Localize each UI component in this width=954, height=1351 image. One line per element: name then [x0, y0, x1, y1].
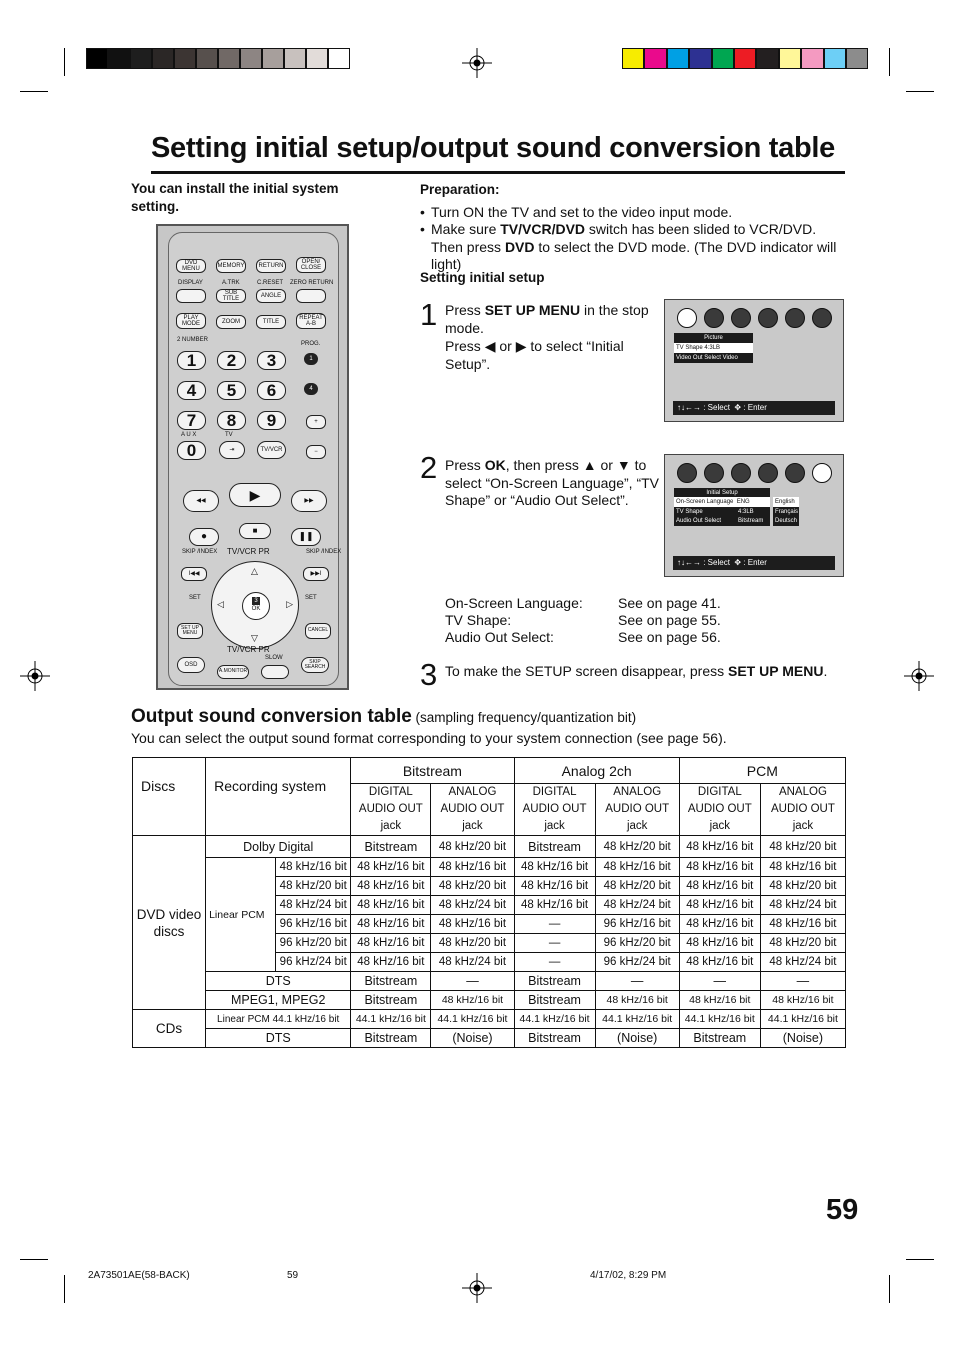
recording-cell: Dolby Digital [206, 836, 351, 858]
table-cell: 96 kHz/24 bit [595, 953, 679, 972]
digital-jack-header: DIGITAL AUDIO OUT jack [351, 784, 431, 836]
table-cell: 48 kHz/24 bit [760, 896, 845, 915]
registration-target-icon [462, 48, 492, 78]
enter-hint: : Enter [743, 403, 767, 412]
select-hint: : Select [703, 558, 730, 567]
step-3-text [445, 663, 850, 681]
number-3-button[interactable]: 3 [257, 351, 286, 370]
display-label: DISPLAY [178, 280, 203, 286]
creset-label: C.RESET [257, 280, 284, 286]
step-text: to select “Initial Setup”. [445, 338, 624, 372]
recording-cell: DTS [206, 972, 351, 991]
gray-swatch [328, 48, 350, 69]
gray-swatch [152, 48, 174, 69]
screen-header: Picture [674, 333, 753, 343]
intro-left-text: You can install the initial system setting. [131, 181, 339, 214]
section-heading [131, 706, 636, 728]
language-option: Deutsch [775, 518, 798, 524]
table-cell: 48 kHz/16 bit [514, 896, 595, 915]
table-cell: Bitstream [351, 991, 431, 1010]
table-row [133, 1010, 846, 1029]
step-text: , then press [505, 457, 583, 473]
table-cell: 48 kHz/16 bit [679, 953, 760, 972]
row-value: 4:3LB [738, 509, 754, 515]
language-option: English [773, 497, 799, 507]
color-swatch [667, 48, 689, 69]
gray-swatch [130, 48, 152, 69]
reference-row [445, 629, 721, 646]
three-label: 3 [252, 597, 260, 605]
screen-row: TV Shape 4:3LB [674, 343, 753, 353]
pause-button[interactable]: ❚❚ [291, 528, 321, 546]
table-cell: (Noise) [595, 1029, 679, 1048]
table-row [133, 972, 846, 991]
switch-name: TV/VCR/DVD [500, 221, 586, 237]
recording-cell: 48 kHz/20 bit [276, 877, 351, 896]
number-8-button[interactable]: 8 [217, 411, 246, 430]
fast-forward-button[interactable]: ▶▶ [291, 490, 327, 512]
volume-down-button[interactable]: − [306, 445, 326, 459]
gray-swatch [262, 48, 284, 69]
table-row [133, 991, 846, 1010]
ok-button[interactable] [242, 592, 270, 620]
digital-jack-header: DIGITAL AUDIO OUT jack [514, 784, 595, 836]
table-cell: 48 kHz/16 bit [679, 896, 760, 915]
table-row [133, 1029, 846, 1048]
stop-button[interactable]: ■ [239, 523, 271, 539]
step-text: To make the SETUP screen disappear, press [445, 663, 728, 679]
reference-item: On-Screen Language: [445, 595, 583, 611]
table-cell: 96 kHz/16 bit [595, 915, 679, 934]
screen-header: Initial Setup [674, 488, 770, 498]
table-cell: 44.1 kHz/16 bit [514, 1010, 595, 1029]
color-swatch [756, 48, 778, 69]
menu-icon [785, 308, 805, 328]
screen-status-bar: ↑↓←→ : Select ✥ : Enter [673, 401, 835, 415]
sub-title-button[interactable]: SUB TITLE [216, 289, 246, 303]
remote-body [168, 232, 342, 686]
section-title: Output sound conversion table [131, 706, 412, 727]
dvd-menu-button[interactable]: DVD MENU [176, 259, 206, 273]
linear-pcm-label: Linear PCM [206, 858, 276, 972]
reference-list [445, 595, 721, 646]
prog-up-button[interactable]: 1 [304, 353, 318, 365]
gray-swatch [218, 48, 240, 69]
step-1-text [445, 302, 660, 337]
row-label: Audio Out Select [676, 518, 722, 524]
table-row [133, 858, 846, 877]
step-text: or [596, 457, 617, 473]
bullet-text: to select the DVD mode. (The DVD indicator will light) [431, 238, 837, 272]
section-note: (sampling frequency/quantization bit) [411, 710, 637, 725]
row-value: ENG [736, 499, 750, 505]
language-option: Français [775, 509, 799, 515]
table-cell: 48 kHz/16 bit [351, 896, 431, 915]
table-cell: Bitstream [679, 1029, 760, 1048]
page-number: 59 [826, 1194, 859, 1226]
bullet-icon: • [420, 204, 425, 220]
prog-label: PROG. [301, 341, 321, 347]
gray-swatch [196, 48, 218, 69]
number-0-button[interactable]: 0 [177, 441, 206, 460]
table-cell: — [679, 972, 760, 991]
set-minus-label: SET [189, 595, 201, 601]
color-swatch [846, 48, 868, 69]
table-cell: 48 kHz/16 bit [679, 934, 760, 953]
reference-item: TV Shape: [445, 612, 512, 628]
right-triangle-icon: ▶ [515, 338, 527, 354]
table-cell: — [514, 915, 595, 934]
step-1-text-2 [445, 338, 660, 373]
reference-page: See on page 41. [618, 595, 721, 611]
gray-swatch [86, 48, 108, 69]
table-cell: 48 kHz/20 bit [760, 934, 845, 953]
recording-cell: 96 kHz/24 bit [276, 953, 351, 972]
atrk-label: A.TRK [222, 280, 240, 286]
recording-cell: 48 kHz/16 bit [276, 858, 351, 877]
reference-page: See on page 56. [618, 629, 721, 645]
table-cell: 48 kHz/16 bit [679, 836, 760, 858]
recording-cell: 96 kHz/16 bit [276, 915, 351, 934]
input-select-button[interactable]: ⇥ [219, 441, 245, 459]
remote-control-illustration [156, 224, 349, 690]
table-cell: 48 kHz/16 bit [351, 877, 431, 896]
registration-target-icon [462, 1273, 492, 1303]
menu-icon [677, 463, 697, 483]
recording-cell: 96 kHz/20 bit [276, 934, 351, 953]
table-cell: 44.1 kHz/16 bit [595, 1010, 679, 1029]
table-cell: 48 kHz/16 bit [760, 858, 845, 877]
skip-forward-button[interactable]: ▶▶I [303, 567, 329, 581]
table-cell: 48 kHz/16 bit [760, 915, 845, 934]
table-cell: 48 kHz/20 bit [760, 836, 845, 858]
table-cell: 48 kHz/20 bit [760, 877, 845, 896]
color-swatch [734, 48, 756, 69]
table-cell: 48 kHz/16 bit [760, 991, 845, 1010]
table-cell: Bitstream [514, 972, 595, 991]
table-cell: 48 kHz/16 bit [679, 991, 760, 1010]
table-cell: 96 kHz/20 bit [595, 934, 679, 953]
preparation-heading: Preparation: [420, 182, 500, 197]
table-cell: 48 kHz/20 bit [595, 877, 679, 896]
skip-search-button[interactable]: SKIP SEARCH [301, 657, 329, 673]
menu-icon [812, 308, 832, 328]
menu-icon [704, 463, 724, 483]
left-triangle-icon: ◀ [484, 338, 496, 354]
menu-icon [731, 463, 751, 483]
table-cell: 48 kHz/24 bit [431, 953, 514, 972]
select-hint: : Select [703, 403, 730, 412]
dvd-key-name: DVD [504, 238, 535, 255]
skip-index-right-label: SKIP /INDEX [306, 549, 342, 555]
cancel-button[interactable]: CANCEL [305, 623, 331, 639]
reference-page: See on page 55. [618, 612, 721, 628]
menu-icon [758, 308, 778, 328]
table-cell: Bitstream [351, 1029, 431, 1048]
repeat-ab-button[interactable]: REPEAT A-B [296, 313, 326, 329]
reference-row [445, 612, 721, 629]
angle-button[interactable]: ANGLE [256, 289, 286, 303]
return-button[interactable]: RETURN [256, 259, 286, 273]
table-cell: (Noise) [760, 1029, 845, 1048]
rewind-button[interactable]: ◀◀ [183, 490, 219, 512]
reference-row [445, 595, 721, 612]
table-cell: 48 kHz/16 bit [679, 877, 760, 896]
table-cell: 48 kHz/16 bit [595, 991, 679, 1010]
color-swatch [622, 48, 644, 69]
dvd-video-discs-label: DVD video discs [133, 836, 206, 1010]
navigation-ring[interactable] [211, 561, 299, 649]
analog-jack-header: ANALOG AUDIO OUT jack [595, 784, 679, 836]
title-underline [151, 171, 845, 174]
output-sound-conversion-table [132, 757, 846, 1048]
recording-cell: 48 kHz/24 bit [276, 896, 351, 915]
table-cell: Bitstream [351, 972, 431, 991]
down-triangle-icon: ▼ [616, 457, 631, 473]
screen-row [674, 516, 770, 526]
color-swatch [824, 48, 846, 69]
table-cell: Bitstream [514, 1029, 595, 1048]
zoom-button[interactable]: ZOOM [216, 315, 246, 329]
set-plus-label: SET [305, 595, 317, 601]
bullet-text: Make sure [431, 221, 501, 237]
table-cell: 48 kHz/24 bit [431, 896, 514, 915]
page-title: Setting initial setup/output sound conversion table [151, 132, 835, 164]
analog-jack-header: ANALOG AUDIO OUT jack [431, 784, 514, 836]
step-text: to select “On-Screen Language”, “TV Shape” or “Audio Out Select”. [445, 457, 659, 508]
play-mode-button[interactable]: PLAY MODE [176, 313, 206, 329]
table-cell: — [760, 972, 845, 991]
key-name: OK [484, 457, 506, 473]
reference-item: Audio Out Select: [445, 629, 554, 645]
number-7-button[interactable]: 7 [177, 411, 206, 430]
step-text: or [495, 338, 516, 354]
table-cell: 48 kHz/16 bit [351, 953, 431, 972]
bullet-text: switch has been slided to VCR/DVD. Then press [431, 221, 817, 255]
setup-screen-initial [664, 454, 844, 577]
menu-icon [785, 463, 805, 483]
color-swatch [689, 48, 711, 69]
record-button[interactable]: ● [189, 528, 219, 546]
left-arrow-icon: ◁ [217, 599, 224, 609]
footer-file: 2A73501AE(58-BACK) [88, 1270, 190, 1281]
preparation-bullet-1 [420, 204, 845, 222]
step-text: Press [445, 457, 485, 473]
row-label: On-Screen Language [676, 499, 734, 505]
gray-swatch [284, 48, 306, 69]
table-cell: 48 kHz/20 bit [431, 877, 514, 896]
table-cell: Bitstream [351, 836, 431, 858]
table-cell: 48 kHz/16 bit [431, 858, 514, 877]
section-description: You can select the output sound format corresponding to your system connection (see page 56). [131, 730, 727, 746]
menu-icon [677, 308, 697, 328]
number-6-button[interactable]: 6 [257, 381, 286, 400]
table-cell: — [514, 934, 595, 953]
table-cell: 48 kHz/16 bit [514, 877, 595, 896]
table-cell: — [595, 972, 679, 991]
screen-row [674, 497, 770, 507]
number-1-button[interactable]: 1 [177, 351, 206, 370]
tvvcr-pr-bottom-label: TV/VCR PR [227, 645, 270, 654]
step-3-number: 3 [420, 657, 438, 692]
recording-cell: DTS [206, 1029, 351, 1048]
footer-page: 59 [287, 1270, 299, 1281]
down-arrow-icon: ▽ [251, 633, 258, 643]
footer-date: 4/17/02, 8:29 PM [590, 1270, 667, 1281]
key-name: SET UP MENU [728, 663, 824, 679]
color-swatch [779, 48, 801, 69]
gray-swatch [174, 48, 196, 69]
a-monitor-button[interactable]: A.MONITOR [217, 665, 249, 679]
step-1-number: 1 [420, 297, 438, 332]
setup-heading: Setting initial setup [420, 270, 545, 285]
tvvcr-pr-top-label: TV/VCR PR [227, 547, 270, 556]
table-cell: 44.1 kHz/16 bit [351, 1010, 431, 1029]
slow-button[interactable] [261, 665, 289, 679]
gray-swatch [240, 48, 262, 69]
skip-back-button[interactable]: I◀◀ [181, 567, 207, 581]
step-2-text [445, 457, 660, 510]
table-cell: 48 kHz/16 bit [679, 915, 760, 934]
preparation-bullet-2 [420, 221, 845, 274]
color-swatch [801, 48, 823, 69]
bullet-text: Turn ON the TV and set to the video input mode. [431, 204, 733, 220]
step-text: in the stop mode. [445, 302, 649, 336]
table-cell: 48 kHz/24 bit [760, 953, 845, 972]
up-arrow-icon: △ [251, 566, 258, 576]
table-cell: Bitstream [514, 991, 595, 1010]
key-name: SET UP MENU [484, 302, 581, 318]
analog-jack-header: ANALOG AUDIO OUT jack [760, 784, 845, 836]
analog-2ch-header: Analog 2ch [514, 758, 679, 784]
table-cell: 48 kHz/16 bit [351, 915, 431, 934]
slow-label: SLOW [265, 655, 283, 661]
memory-button[interactable]: MEMORY [216, 259, 246, 273]
table-cell: Bitstream [514, 836, 595, 858]
step-2-number: 2 [420, 450, 438, 485]
bullet-icon: • [420, 221, 425, 237]
zero-return-label: ZERO RETURN [290, 280, 334, 286]
zero-return-button[interactable] [296, 289, 326, 303]
table-cell: 48 kHz/16 bit [351, 934, 431, 953]
recording-cell: MPEG1, MPEG2 [206, 991, 351, 1010]
table-cell: 48 kHz/24 bit [595, 896, 679, 915]
screen-row: Video Out Select Video [674, 353, 753, 363]
recording-cell: Linear PCM 44.1 kHz/16 bit [206, 1010, 351, 1029]
table-cell: 44.1 kHz/16 bit [431, 1010, 514, 1029]
number-5-button[interactable]: 5 [217, 381, 246, 400]
aux-label: A U X [181, 432, 197, 438]
menu-icon [731, 308, 751, 328]
menu-icon [812, 463, 832, 483]
enter-hint: : Enter [743, 558, 767, 567]
registration-target-icon [904, 661, 934, 691]
table-cell: 48 kHz/16 bit [351, 858, 431, 877]
table-cell: 44.1 kHz/16 bit [760, 1010, 845, 1029]
step-text: Press [445, 302, 485, 318]
number-9-button[interactable]: 9 [257, 411, 286, 430]
table-cell: 48 kHz/16 bit [431, 915, 514, 934]
setup-screen-picture [664, 299, 844, 422]
color-swatch [712, 48, 734, 69]
bitstream-header: Bitstream [351, 758, 514, 784]
gray-swatch [306, 48, 328, 69]
recording-system-header: Recording system [206, 758, 351, 836]
step-text: . [823, 663, 828, 679]
table-cell: 48 kHz/16 bit [431, 991, 514, 1010]
table-cell: (Noise) [431, 1029, 514, 1048]
tvvcr-button[interactable]: TV/VCR [257, 441, 286, 459]
number-4-button[interactable]: 4 [177, 381, 206, 400]
table-cell: 48 kHz/16 bit [514, 858, 595, 877]
display-button[interactable] [176, 289, 206, 303]
table-cell: 48 kHz/16 bit [595, 858, 679, 877]
ok-label: OK [251, 606, 261, 612]
screen-status-bar: ↑↓←→ : Select ✥ : Enter [673, 556, 835, 570]
open-close-button[interactable]: OPEN/ CLOSE [296, 257, 326, 273]
tv-label: TV [225, 432, 233, 438]
right-arrow-icon: ▷ [286, 599, 293, 609]
table-cell: — [514, 953, 595, 972]
table-cell: 48 kHz/16 bit [679, 858, 760, 877]
number-label: 2 NUMBER [177, 337, 209, 343]
table-row [133, 836, 846, 858]
step-text: Press [445, 338, 485, 354]
up-triangle-icon: ▲ [582, 457, 597, 473]
color-swatch [644, 48, 666, 69]
number-2-button[interactable]: 2 [217, 351, 246, 370]
table-cell: 44.1 kHz/16 bit [679, 1010, 760, 1029]
osd-button[interactable]: OSD [177, 657, 205, 673]
menu-icon [758, 463, 778, 483]
digital-jack-header: DIGITAL AUDIO OUT jack [679, 784, 760, 836]
pcm-header: PCM [679, 758, 845, 784]
row-value: Bitstream [738, 518, 764, 524]
gray-swatch [108, 48, 130, 69]
prog-down-button[interactable]: 4 [304, 383, 318, 395]
cds-label: CDs [133, 1010, 206, 1048]
table-cell: — [431, 972, 514, 991]
menu-icon [704, 308, 724, 328]
setup-menu-button[interactable]: SET UP MENU [177, 623, 203, 639]
volume-up-button[interactable]: + [306, 415, 326, 429]
row-label: TV Shape [676, 509, 703, 515]
play-button[interactable]: ▶ [229, 483, 281, 507]
skip-index-left-label: SKIP /INDEX [182, 549, 218, 555]
discs-header: Discs [133, 758, 206, 836]
title-button[interactable]: TITLE [256, 315, 286, 329]
table-cell: 48 kHz/20 bit [431, 934, 514, 953]
table-cell: 48 kHz/20 bit [431, 836, 514, 858]
registration-target-icon [20, 661, 50, 691]
table-cell: 48 kHz/20 bit [595, 836, 679, 858]
